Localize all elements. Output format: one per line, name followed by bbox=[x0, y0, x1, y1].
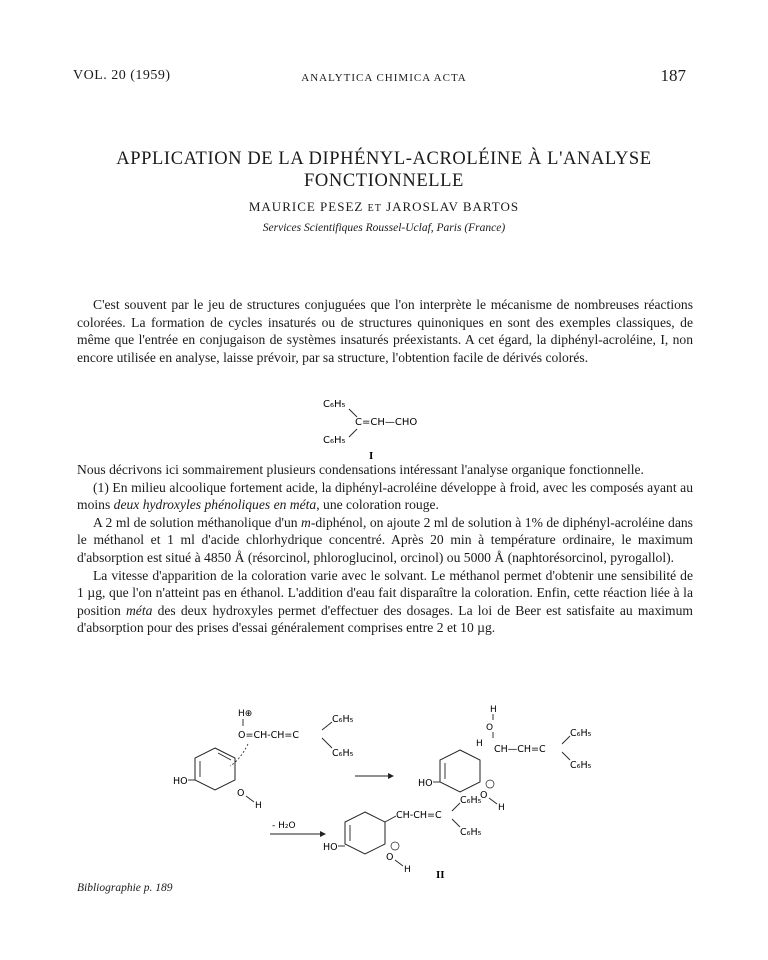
page-number: 187 bbox=[660, 66, 686, 85]
paragraph-sensitivity-emphasis: méta bbox=[125, 602, 153, 618]
intermediate-oxygen: O bbox=[486, 723, 494, 733]
article-authors bbox=[0, 199, 768, 215]
structure-I-chain: C=CH—CHO bbox=[355, 417, 418, 428]
reaction-scheme bbox=[160, 700, 640, 880]
final-chain: CH-CH=C bbox=[396, 810, 442, 821]
paragraph-procedure-emphasis: m bbox=[301, 514, 311, 530]
intermediate-h-ring: H bbox=[476, 739, 483, 749]
intermediate-chain: CH—CH=C bbox=[494, 744, 546, 755]
paragraph-sensitivity-start: La vitesse d'apparition de la coloration varie avec le solvant. Le méthanol permet d'obtenir une sensibilité de 1 µg, que l'on n'atteint pas en éthanol. L'addition d'eau fait disparaître la coloration. Enfin, cette réaction liée à la position bbox=[77, 567, 693, 618]
intermediate-ph-top: C₆H₅ bbox=[570, 728, 592, 739]
scheme-ring-oxygen-h: H bbox=[255, 801, 262, 811]
final-ph-bottom: C₆H₅ bbox=[460, 827, 482, 838]
structure-I bbox=[315, 395, 455, 465]
article-title: APPLICATION DE LA DIPHÉNYL-ACROLÉINE À L'ANALYSE FONCTIONNELLE bbox=[116, 149, 652, 191]
paragraph-reaction-1 bbox=[77, 479, 693, 514]
paragraph-reaction-1-start: (1) En milieu alcoolique fortement acide, la diphényl-acroléine développe à froid, avec les composés ayant au moins bbox=[77, 479, 693, 513]
running-header-volume: VOL. 20 (1959) bbox=[73, 68, 171, 83]
structure-I-label: I bbox=[369, 450, 374, 462]
intermediate-ph-bottom: C₆H₅ bbox=[570, 760, 592, 771]
paragraph-sensitivity bbox=[77, 567, 693, 637]
scheme-ring-oxygen: O bbox=[237, 788, 245, 799]
paragraph-reaction-1-emphasis: deux hydroxyles phénoliques en méta bbox=[113, 497, 317, 513]
scheme-aldehyde-ph-bottom: C₆H₅ bbox=[332, 748, 354, 759]
author-affiliation: Services Scientifiques Roussel-Uclaf, Paris (France) bbox=[262, 222, 506, 234]
intermediate-hydroxyl: HO bbox=[418, 778, 433, 789]
intermediate-h-top: H bbox=[490, 705, 497, 715]
final-hydroxyl: HO bbox=[323, 842, 338, 853]
paragraph-procedure-end: -diphénol, on ajoute 2 ml de solution à 1% de diphényl-acroléine dans le méthanol et 1 ml d'acide chlorhydrique concentré. Après 20 min à température ordinaire, le maximum d'absorption est situé à 4850 Å (résorcinol, phloroglucinol, orcinol) ou 5000 Å (naphtorésorcinol, pyrogallol). bbox=[77, 514, 693, 565]
intermediate-ring-oxygen: O bbox=[480, 790, 488, 801]
structure-I-ph-top: C₆H₅ bbox=[323, 399, 346, 410]
body-text bbox=[77, 461, 693, 637]
structure-I-ph-bottom: C₆H₅ bbox=[323, 435, 346, 446]
paragraph-sensitivity-end: des deux hydroxyles permet d'effectuer des dosages. La loi de Beer est satisfaite au maximum d'absorption pour des prises d'essai généralement comprises entre 2 et 10 µg. bbox=[77, 602, 693, 636]
intro-text: C'est souvent par le jeu de structures conjuguées que l'on interprète le mécanisme de nombreuses réactions colorées. La formation de cycles insaturés ou de structures quinoniques en sont des exemples classiques, de même que l'entrée en conjugaison de systèmes insaturés préexistants. A cet égard, la diphényl-acroléine, I, non encore utilisée en analyse, laisse prévoir, par sa structure, l'obtention facile de dérivés colorés. bbox=[77, 297, 693, 365]
intro-paragraph bbox=[77, 296, 693, 366]
final-ring-oxygen-h: H bbox=[404, 865, 411, 875]
paragraph-procedure bbox=[77, 514, 693, 567]
running-header-journal: ANALYTICA CHIMICA ACTA bbox=[301, 72, 467, 84]
final-ph-top: C₆H₅ bbox=[460, 795, 482, 806]
author-1: MAURICE PESEZ bbox=[248, 199, 364, 214]
scheme-ring-hydroxyl: HO bbox=[173, 776, 188, 787]
paragraph-reaction-1-end: , une coloration rouge. bbox=[316, 497, 439, 513]
scheme-minus-water: - H₂O bbox=[272, 821, 296, 831]
final-ring-oxygen: O bbox=[386, 852, 394, 863]
paragraph-procedure-start: A 2 ml de solution méthanolique d'un bbox=[93, 514, 302, 530]
bibliography-note: Bibliographie p. 189 bbox=[77, 882, 173, 894]
paragraph-nous: Nous décrivons ici sommairement plusieurs condensations intéressant l'analyse organique fonctionnelle. bbox=[77, 462, 644, 477]
author-conjunction: ET bbox=[367, 203, 382, 214]
author-2: JAROSLAV BARTOS bbox=[386, 199, 520, 214]
scheme-aldehyde-chain: O=CH-CH=C bbox=[238, 730, 300, 741]
structure-II-label: II bbox=[436, 869, 445, 880]
intermediate-ring-oxygen-h: H bbox=[498, 803, 505, 813]
scheme-h-plus: H⊕ bbox=[238, 709, 253, 719]
scheme-aldehyde-ph-top: C₆H₅ bbox=[332, 714, 354, 725]
